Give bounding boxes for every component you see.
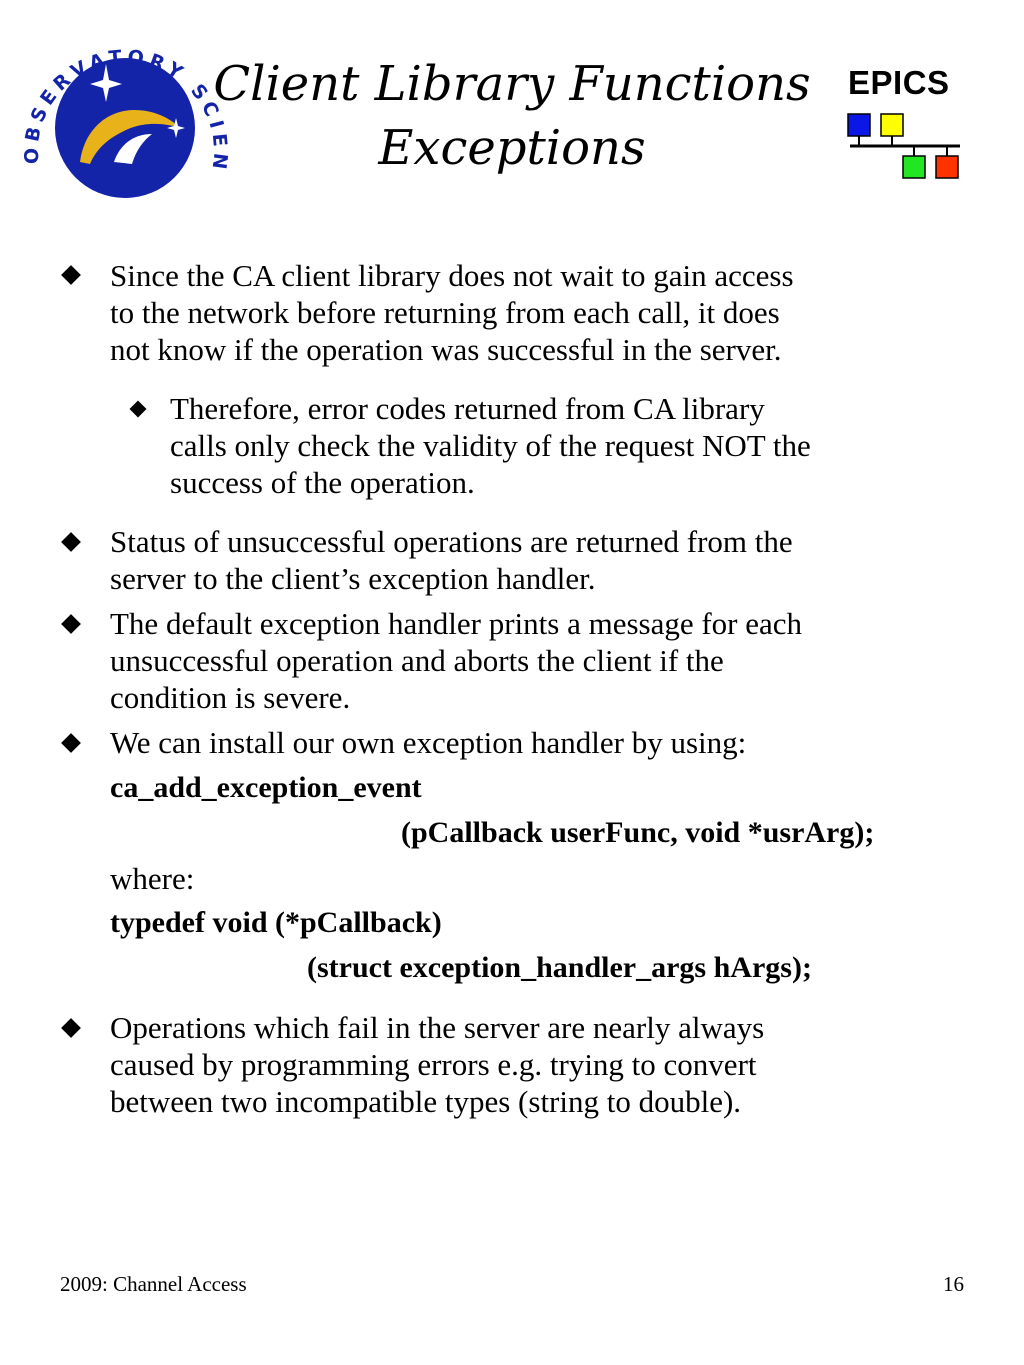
bullet-5 (110, 1009, 764, 1120)
observatory-sciences-logo (22, 40, 228, 208)
bullet-diamond-icon (61, 1018, 81, 1038)
epics-logo (846, 64, 966, 184)
code-typedef-args: (struct exception_handler_args hArgs); (307, 951, 812, 984)
sub-bullet-diamond-icon (130, 401, 147, 418)
slide-title (200, 52, 824, 180)
bullet-diamond-icon (61, 614, 81, 634)
bullet-4-line: We can install our own exception handler by using: (110, 725, 747, 760)
bullet-3-line: unsuccessful operation and aborts the client if the (110, 643, 724, 678)
code-typedef: typedef void (*pCallback) (110, 906, 442, 939)
epics-label: EPICS (848, 64, 950, 101)
bullet-2-line: Status of unsuccessful operations are returned from the (110, 524, 793, 559)
bullet-1-sub (170, 390, 811, 501)
bullet-diamond-icon (61, 733, 81, 753)
bullet-1-line: to the network before returning from each call, it does (110, 295, 780, 330)
bullet-diamond-icon (61, 265, 81, 285)
epics-network-icon (846, 112, 966, 184)
bullet-3 (110, 605, 802, 716)
footer-label: 2009: Channel Access (60, 1272, 247, 1296)
code-callback-signature: (pCallback userFunc, void *usrArg); (401, 816, 875, 849)
bullet-1 (110, 257, 794, 368)
sub-bullet-line: Therefore, error codes returned from CA library (170, 391, 765, 426)
sub-bullet-line: success of the operation. (170, 465, 475, 500)
bullet-5-line: Operations which fail in the server are nearly always (110, 1010, 765, 1045)
bullet-4 (110, 724, 746, 761)
bullet-1-line: Since the CA client library does not wait to gain access (110, 258, 794, 293)
bullet-1-line: not know if the operation was successful in the server. (110, 332, 782, 367)
code-ca-add-exception-event: ca_add_exception_event (110, 771, 422, 804)
sub-bullet-line: calls only check the validity of the request NOT the (170, 428, 811, 463)
bullet-3-line: condition is severe. (110, 680, 351, 715)
bullet-2 (110, 523, 793, 597)
bullet-5-line: between two incompatible types (string to double). (110, 1084, 742, 1119)
bullet-diamond-icon (61, 532, 81, 552)
bullet-5-line: caused by programming errors e.g. trying to convert (110, 1047, 757, 1082)
svg-text:OBSERVATORY SCIENCES: OBSERVATORY SCI (22, 45, 228, 165)
title-line-1: Client Library Functions (213, 56, 811, 112)
bullet-3-line: The default exception handler prints a message for each (110, 606, 803, 641)
where-label: where: (110, 861, 195, 896)
bullet-2-line: server to the client’s exception handler. (110, 561, 596, 596)
title-line-2: Exceptions (378, 120, 646, 176)
page-number: 16 (943, 1272, 964, 1296)
